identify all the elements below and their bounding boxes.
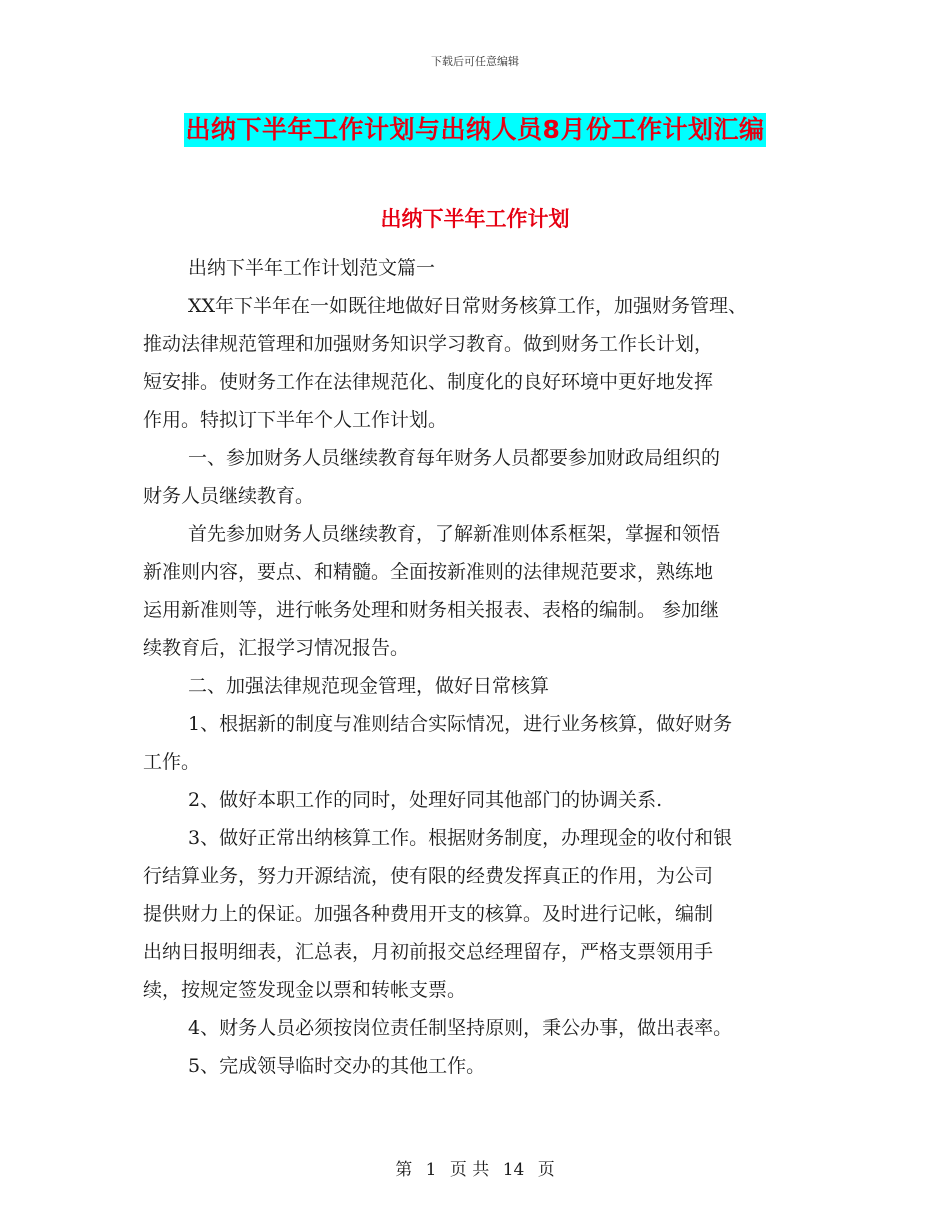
paragraph-line: 行结算业务，努力开源结流，使有限的经费发挥真正的作用，为公司	[143, 865, 714, 887]
main-title-wrap	[0, 113, 950, 147]
paragraph-line: 一、参加财务人员继续教育每年财务人员都要参加财政局组织的	[188, 447, 721, 469]
paragraph-line: 新准则内容，要点、和精髓。全面按新准则的法律规范要求，熟练地	[143, 561, 714, 583]
footer-page-number: 1	[425, 1160, 437, 1180]
paragraph-line: 续，按规定签发现金以票和转帐支票。	[143, 979, 467, 1001]
paragraph-line: 4、财务人员必须按岗位责任制坚持原则，秉公办事，做出表率。	[188, 1017, 733, 1039]
page-header: 下载后可任意编辑	[431, 55, 519, 68]
paragraph-line: 财务人员继续教育。	[143, 485, 315, 507]
footer-middle: 页 共	[449, 1160, 490, 1180]
body-text	[143, 249, 813, 1085]
paragraph-line: 3、做好正常出纳核算工作。根据财务制度，办理现金的收付和银	[188, 827, 733, 849]
paragraph-line: 续教育后，汇报学习情况报告。	[143, 637, 410, 659]
paragraph-line: 2、做好本职工作的同时，处理好同其他部门的协调关系.	[188, 789, 663, 811]
page-footer	[0, 1155, 950, 1180]
paragraph-line: 提供财力上的保证。加强各种费用开支的核算。及时进行记帐，编制	[143, 903, 714, 925]
paragraph-line: 运用新准则等，进行帐务处理和财务相关报表、表格的编制。 参加继	[143, 599, 720, 621]
document-title: 出纳下半年工作计划与出纳人员8月份工作计划汇编	[184, 113, 767, 147]
paragraph-line: 短安排。使财务工作在法律规范化、制度化的良好环境中更好地发挥	[143, 371, 714, 393]
paragraph-line: 出纳下半年工作计划范文篇一	[188, 257, 436, 279]
section-title: 出纳下半年工作计划	[380, 207, 570, 231]
paragraph-line: 二、加强法律规范现金管理，做好日常核算	[188, 675, 550, 697]
footer-prefix: 第	[395, 1160, 413, 1180]
paragraph-line: 5、完成领导临时交办的其他工作。	[188, 1055, 486, 1077]
paragraph-line: 1、根据新的制度与准则结合实际情况，进行业务核算，做好财务	[188, 713, 733, 735]
paragraph-line: 出纳日报明细表，汇总表，月初前报交总经理留存，严格支票领用手	[143, 941, 714, 963]
footer-total-pages: 14	[502, 1160, 525, 1180]
paragraph-line: 作用。特拟订下半年个人工作计划。	[143, 409, 448, 431]
paragraph-line: 首先参加财务人员继续教育，了解新准则体系框架，掌握和领悟	[188, 523, 721, 545]
paragraph-line: 推动法律规范管理和加强财务知识学习教育。做到财务工作长计划，	[143, 333, 714, 355]
paragraph-line: XX年下半年在一如既往地做好日常财务核算工作，加强财务管理、	[188, 295, 748, 317]
footer-suffix: 页	[537, 1160, 555, 1180]
paragraph-line: 工作。	[143, 751, 201, 773]
